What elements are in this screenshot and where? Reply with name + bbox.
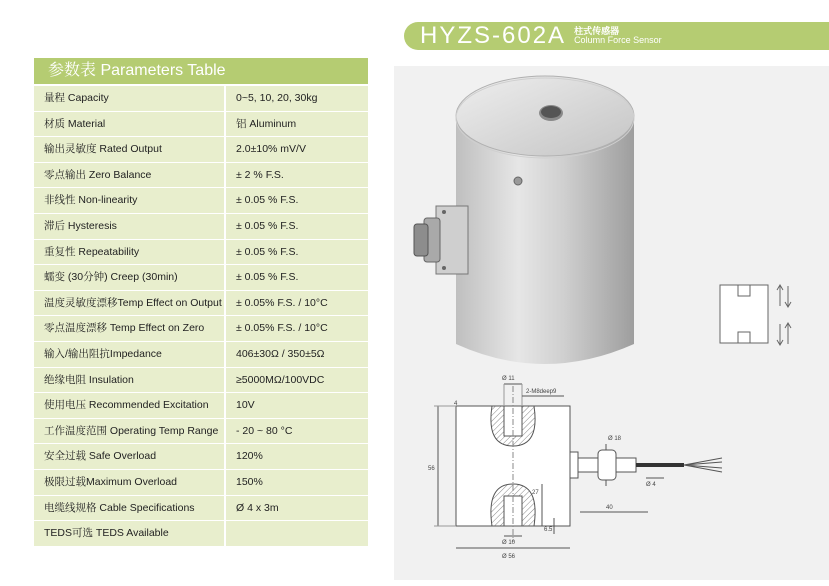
sensor-photo <box>414 76 634 364</box>
parameter-label: 材质 Material <box>34 112 224 138</box>
dim-cable-length: 40 <box>606 505 613 511</box>
dim-small-depth: 4 <box>454 401 458 407</box>
side-view-drawing <box>720 285 791 345</box>
table-row <box>34 470 368 496</box>
table-row <box>34 521 368 547</box>
parameter-label: 重复性 Repeatability <box>34 240 224 266</box>
product-panel <box>394 66 829 580</box>
table-row <box>34 368 368 394</box>
model-number: HYZS-602A <box>420 22 567 49</box>
table-row <box>34 316 368 342</box>
parameter-label: 非线性 Non-linearity <box>34 188 224 214</box>
parameter-value: 406±30Ω / 350±5Ω <box>226 342 368 368</box>
product-name <box>574 27 662 45</box>
table-row <box>34 444 368 470</box>
table-row <box>34 86 368 112</box>
parameter-value: ± 0.05 % F.S. <box>226 188 368 214</box>
product-illustration <box>394 66 829 580</box>
dim-height: 56 <box>428 466 435 472</box>
parameter-label: 工作温度范围 Operating Temp Range <box>34 419 224 445</box>
dim-thread: 2-M8deep9 <box>526 389 557 395</box>
dim-diameter: Ø 56 <box>502 554 516 560</box>
table-title: 参数表 Parameters Table <box>34 58 368 84</box>
table-row <box>34 419 368 445</box>
parameter-value: ± 0.05 % F.S. <box>226 214 368 240</box>
parameter-value: ± 2 % F.S. <box>226 163 368 189</box>
parameter-label: 量程 Capacity <box>34 86 224 112</box>
table-row <box>34 496 368 522</box>
parameters-table <box>34 86 368 547</box>
table-row <box>34 188 368 214</box>
title-banner <box>404 22 829 50</box>
dim-bottom-hole: Ø 10 <box>502 540 516 546</box>
dim-bottom-depth: 6.5 <box>544 527 553 533</box>
parameter-value: ± 0.05 % F.S. <box>226 265 368 291</box>
dim-cable: Ø 4 <box>646 482 656 488</box>
parameter-label: 极限过载Maximum Overload <box>34 470 224 496</box>
parameter-value: ≥5000MΩ/100VDC <box>226 368 368 394</box>
dim-bottom-gap: 27 <box>532 490 539 496</box>
dim-connector: Ø 18 <box>608 436 622 442</box>
parameter-value: 10V <box>226 393 368 419</box>
parameter-value: 2.0±10% mV/V <box>226 137 368 163</box>
parameter-label: 滞后 Hysteresis <box>34 214 224 240</box>
parameter-value: 0~5, 10, 20, 30kg <box>226 86 368 112</box>
parameter-value: ± 0.05% F.S. / 10°C <box>226 291 368 317</box>
parameter-value: - 20 ~ 80 °C <box>226 419 368 445</box>
parameter-value <box>226 521 368 547</box>
table-row <box>34 393 368 419</box>
parameter-value: Ø 4 x 3m <box>226 496 368 522</box>
parameter-label: 绝缘电阻 Insulation <box>34 368 224 394</box>
table-row <box>34 291 368 317</box>
table-row <box>34 265 368 291</box>
table-row <box>34 112 368 138</box>
parameter-label: 电缆线规格 Cable Specifications <box>34 496 224 522</box>
parameter-label: TEDS可选 TEDS Available <box>34 521 224 547</box>
parameter-label: 温度灵敏度漂移Temp Effect on Output <box>34 291 224 317</box>
parameter-label: 输入/输出阻抗Impedance <box>34 342 224 368</box>
parameter-label: 安全过载 Safe Overload <box>34 444 224 470</box>
parameter-label: 蠕变 (30分钟) Creep (30min) <box>34 265 224 291</box>
product-name-en: Column Force Sensor <box>574 35 662 45</box>
table-row <box>34 342 368 368</box>
parameter-value: 150% <box>226 470 368 496</box>
dimension-drawing <box>434 384 722 548</box>
parameter-label: 输出灵敏度 Rated Output <box>34 137 224 163</box>
product-name-cn: 柱式传感器 <box>574 26 620 36</box>
parameter-value: ± 0.05% F.S. / 10°C <box>226 316 368 342</box>
table-row <box>34 214 368 240</box>
parameter-value: 120% <box>226 444 368 470</box>
table-row <box>34 137 368 163</box>
parameter-label: 使用电压 Recommended Excitation <box>34 393 224 419</box>
dim-top-hole: Ø 11 <box>502 376 515 382</box>
parameter-value: ± 0.05 % F.S. <box>226 240 368 266</box>
table-row <box>34 163 368 189</box>
parameter-value: 铝 Aluminum <box>226 112 368 138</box>
parameter-label: 零点输出 Zero Balance <box>34 163 224 189</box>
table-row <box>34 240 368 266</box>
parameter-label: 零点温度漂移 Temp Effect on Zero <box>34 316 224 342</box>
